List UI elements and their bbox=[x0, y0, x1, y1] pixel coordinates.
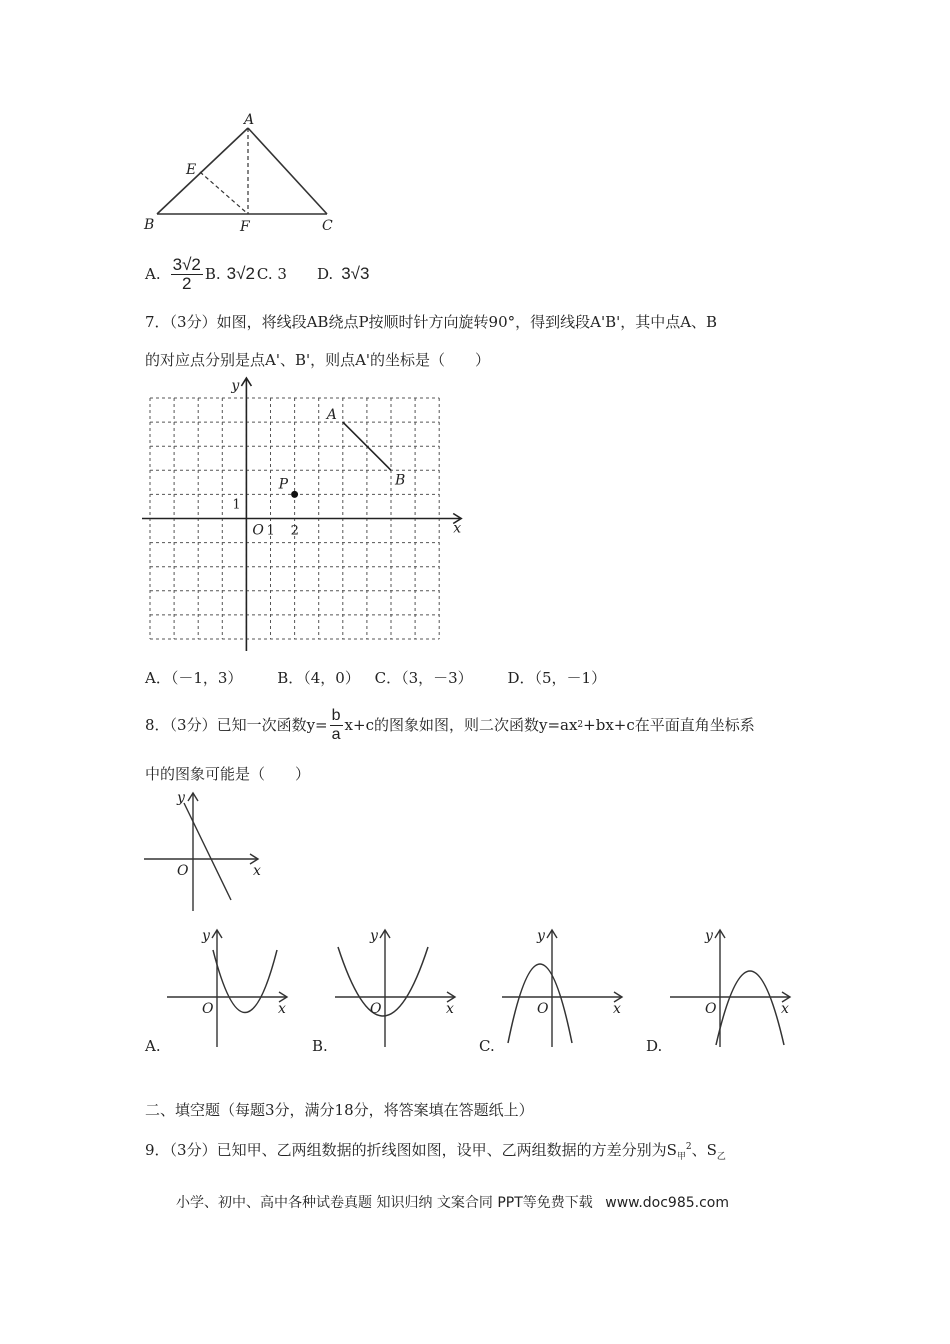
point-p-label: P bbox=[278, 476, 289, 493]
q8-fraction bbox=[330, 707, 343, 744]
label-c: C bbox=[322, 218, 333, 234]
q6-option-a-fraction bbox=[171, 256, 203, 293]
q6-option-d-value: 3√3 bbox=[341, 264, 370, 283]
q8-fraction-denominator: a bbox=[331, 725, 341, 743]
q8-b-x-label: x bbox=[446, 1001, 454, 1017]
x-axis-label: x bbox=[453, 520, 462, 537]
q8-option-a-label: A. bbox=[145, 1037, 161, 1055]
q6-option-a-label: A. bbox=[145, 265, 161, 283]
q8-ref-x-label: x bbox=[253, 863, 261, 879]
q8-d-x-label: x bbox=[781, 1001, 789, 1017]
q6-options bbox=[145, 250, 369, 298]
q8-b-y-label: y bbox=[370, 928, 378, 944]
q8-superscript: 2 bbox=[577, 720, 584, 730]
q8-a-x-label: x bbox=[278, 1001, 286, 1017]
x-tick-1: 1 bbox=[266, 523, 275, 539]
label-e: E bbox=[186, 162, 197, 178]
q8-ref-y-label: y bbox=[177, 790, 185, 806]
q8-c-y-label: y bbox=[537, 928, 545, 944]
label-a: A bbox=[244, 112, 255, 128]
q6-option-b-value: 3√2 bbox=[226, 264, 255, 283]
q9-sub-2: 乙 bbox=[716, 1152, 726, 1162]
q8-a-origin-label: O bbox=[202, 1001, 214, 1017]
q8-c-origin-label: O bbox=[537, 1001, 549, 1017]
q7-options bbox=[145, 668, 606, 688]
label-b: B bbox=[144, 217, 155, 233]
point-a-label: A bbox=[326, 407, 337, 424]
q6-option-a-numerator: 3√2 bbox=[172, 254, 201, 274]
q8-option-c-label: C. bbox=[479, 1037, 495, 1055]
point-b-label: B bbox=[395, 472, 406, 489]
q8-option-a-graph bbox=[165, 925, 295, 1050]
q9-sub-1: 甲 bbox=[676, 1152, 686, 1162]
q7-option-a: A．（－1，3） bbox=[145, 669, 243, 687]
q8-question-line1 bbox=[145, 703, 755, 747]
q9-sep: 、S bbox=[691, 1141, 717, 1159]
origin-label: O bbox=[252, 522, 264, 539]
section-heading: 二、填空题（每题3分，满分18分，将答案填在答题纸上） bbox=[145, 1101, 534, 1119]
q8-question-line2: 中的图象可能是（ ） bbox=[145, 765, 311, 783]
label-f: F bbox=[240, 219, 250, 235]
q9-sup-1: 2 bbox=[685, 1142, 692, 1152]
q9-question bbox=[145, 1137, 726, 1167]
q8-option-d-graph bbox=[668, 925, 798, 1050]
side-ab bbox=[157, 128, 248, 214]
q7-question-line1: 7．（3分）如图，将线段AB绕点P按顺时针方向旋转90°，得到线段A'B'，其中点A、B bbox=[145, 313, 718, 331]
q7-coordinate-grid-figure bbox=[140, 375, 475, 665]
q8-fraction-numerator: b bbox=[331, 706, 341, 724]
q8-linear-graph bbox=[140, 787, 270, 917]
q6-option-d-label: D. bbox=[316, 265, 334, 283]
footer-url[interactable]: www.doc985.com bbox=[605, 1195, 729, 1211]
q8-option-b-label: B. bbox=[312, 1037, 328, 1055]
q8-d-y-label: y bbox=[705, 928, 713, 944]
q6-triangle-figure bbox=[140, 110, 340, 240]
q8-option-d-label: D. bbox=[646, 1037, 663, 1055]
side-ac bbox=[248, 128, 327, 214]
q6-option-c-label: C. 3 bbox=[256, 265, 287, 283]
q7-option-d: D．（5，－1） bbox=[507, 669, 607, 687]
x-tick-2: 2 bbox=[290, 523, 299, 539]
footer-text: 小学、初中、高中各种试卷真题 知识归纳 文案合同 PPT等免费下载 bbox=[176, 1195, 593, 1211]
q8-text-prefix: 8．（3分）已知一次函数y= bbox=[145, 716, 328, 734]
q6-option-b-label: B. bbox=[204, 265, 221, 283]
q9-text: 9．（3分）已知甲、乙两组数据的折线图如图，设甲、乙两组数据的方差分别为S bbox=[145, 1141, 677, 1159]
y-axis-label: y bbox=[231, 378, 240, 394]
q7-option-c: C．（3，－3） bbox=[374, 669, 473, 687]
q8-option-c-graph bbox=[500, 925, 630, 1050]
q8-option-b-graph bbox=[333, 925, 463, 1050]
y-tick-1: 1 bbox=[232, 497, 241, 513]
page-footer bbox=[176, 1192, 729, 1212]
q8-linear-line bbox=[184, 803, 231, 900]
q8-a-y-label: y bbox=[202, 928, 210, 944]
q8-b-origin-label: O bbox=[370, 1001, 382, 1017]
q8-text-mid: x+c的图象如图，则二次函数y=ax bbox=[344, 716, 578, 734]
point-p bbox=[291, 491, 298, 498]
q7-option-b: B．（4，0） bbox=[277, 669, 360, 687]
q8-c-x-label: x bbox=[613, 1001, 621, 1017]
q8-d-origin-label: O bbox=[705, 1001, 717, 1017]
q6-option-a-denominator: 2 bbox=[182, 273, 192, 293]
q7-question-line2: 的对应点分别是点A'、B'，则点A'的坐标是（ ） bbox=[145, 351, 491, 369]
q8-text-suffix: +bx+c在平面直角坐标系 bbox=[583, 716, 755, 734]
q8-ref-origin-label: O bbox=[177, 863, 189, 879]
segment-ef bbox=[200, 172, 248, 214]
